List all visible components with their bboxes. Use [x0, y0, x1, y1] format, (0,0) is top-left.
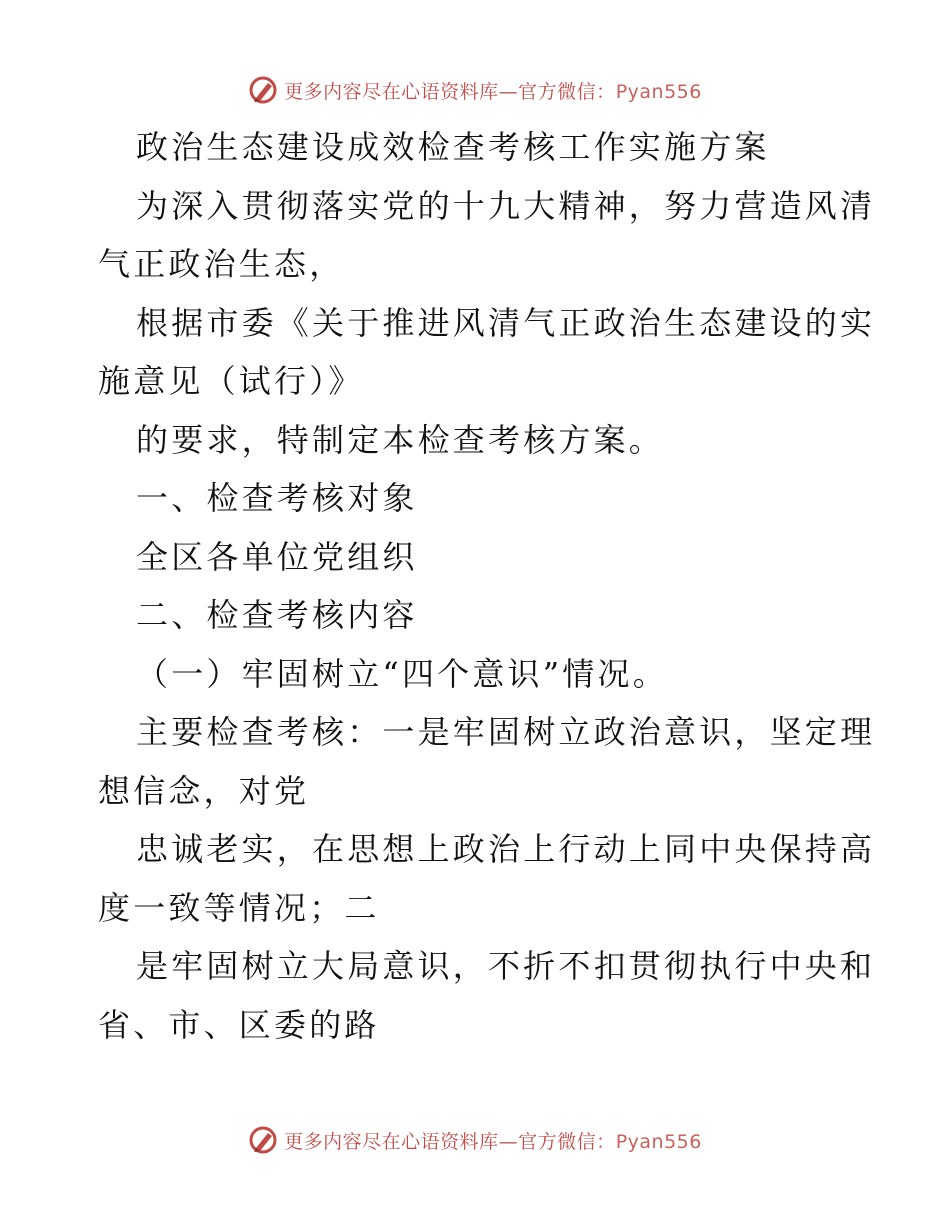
- section-heading: 二、检查考核内容: [136, 596, 418, 634]
- watermark-brand: 更多内容尽在心语资料库: [284, 1130, 499, 1153]
- pen-logo-icon: [248, 1125, 278, 1155]
- pen-logo-icon: [248, 75, 278, 105]
- paragraph-line: 主要检查考核：一是牢固树立政治意识，坚定理: [136, 713, 876, 751]
- paragraph-line: 为深入贯彻落实党的十九大精神，努力营造风清: [136, 186, 876, 225]
- paragraph-line: 施意见（试行）》: [98, 362, 364, 400]
- paragraph-line: 根据市委《关于推进风清气正政治生态建设的实: [136, 303, 876, 342]
- section-heading: 一、检查考核对象: [136, 479, 418, 517]
- paragraph-line: 想信念，对党: [98, 771, 310, 810]
- footer-watermark: [0, 1120, 950, 1160]
- document-title: 政治生态建设成效检查考核工作实施方案: [136, 128, 770, 166]
- paragraph-line: 全区各单位党组织: [136, 537, 418, 576]
- watermark-separator: —: [498, 1130, 519, 1153]
- watermark-contact: 官方微信：: [518, 80, 616, 103]
- paragraph-line: 度一致等情况；二: [98, 888, 380, 927]
- paragraph-line: 省、市、区委的路: [98, 1005, 380, 1044]
- watermark-brand: 更多内容尽在心语资料库: [284, 80, 499, 103]
- watermark-wechat-id: Pyan556: [615, 80, 702, 103]
- paragraph-line: 是牢固树立大局意识，不折不扣贯彻执行中央和: [136, 947, 876, 985]
- header-watermark: [0, 70, 950, 110]
- watermark-wechat-id: Pyan556: [615, 1130, 702, 1153]
- watermark-contact: 官方微信：: [518, 1130, 616, 1153]
- paragraph-line: 气正政治生态，: [98, 245, 345, 283]
- watermark-separator: —: [498, 80, 519, 103]
- watermark-text: [284, 77, 702, 104]
- document-body: [98, 118, 876, 1054]
- paragraph-line: 的要求，特制定本检查考核方案。: [136, 420, 665, 459]
- paragraph-line: 忠诚老实，在思想上政治上行动上同中央保持高: [136, 830, 876, 868]
- watermark-text: [284, 1127, 702, 1154]
- subsection-heading: （一）牢固树立“四个意识”情况。: [136, 654, 668, 693]
